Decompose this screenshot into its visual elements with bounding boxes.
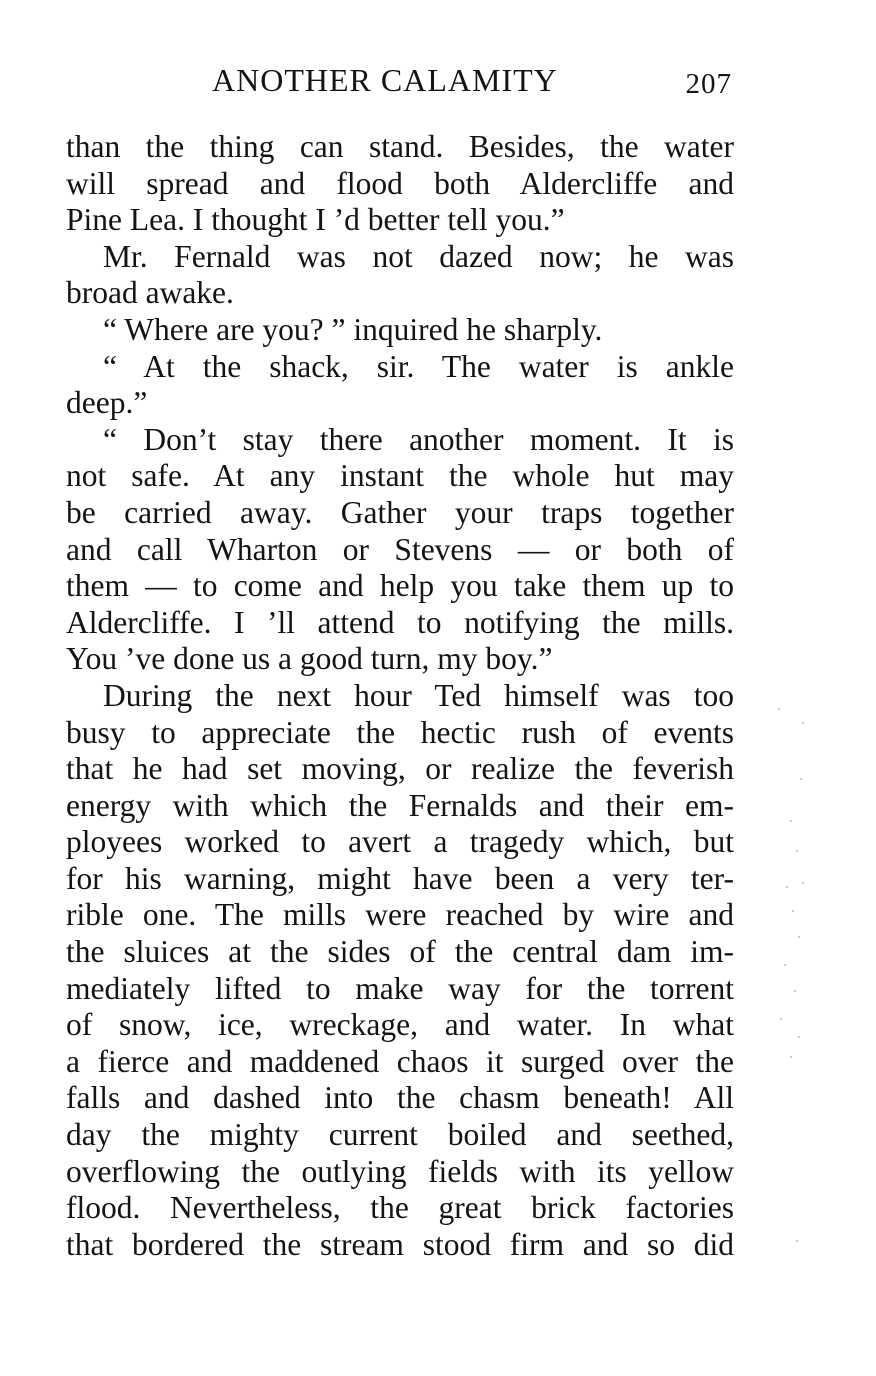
scan-speck xyxy=(794,990,796,992)
text-line: You ’ve done us a good turn, my boy.” xyxy=(66,641,553,677)
scan-speck xyxy=(796,1240,798,1242)
text-line: Aldercliffe. I ’ll attend to notifying the mills. xyxy=(66,604,734,640)
text-line: them — to come and help you take them up to xyxy=(66,568,734,604)
scan-speck xyxy=(798,936,800,938)
running-title: ANOTHER CALAMITY xyxy=(212,62,558,98)
scan-speck xyxy=(784,964,786,966)
text-line: that he had set moving, or realize the feverish xyxy=(66,751,734,787)
text-line: and call Wharton or Stevens — or both of xyxy=(66,531,734,567)
text-line: Mr. Fernald was not dazed now; he was xyxy=(103,238,734,274)
text-line: ployees worked to avert a tragedy which, but xyxy=(66,824,734,860)
scan-noise xyxy=(772,700,812,1260)
text-line: that bordered the stream stood firm and so did xyxy=(66,1226,734,1262)
scan-speck xyxy=(802,722,804,724)
scan-speck xyxy=(792,910,794,912)
running-head xyxy=(66,56,734,104)
text-line: “ Don’t stay there another moment. It is xyxy=(103,421,734,457)
scan-speck xyxy=(798,1036,800,1038)
text-line: “ At the shack, sir. The water is ankle xyxy=(103,348,734,384)
text-line: than the thing can stand. Besides, the water xyxy=(66,129,734,164)
text-line: rible one. The mills were reached by wire and xyxy=(66,897,734,933)
text-line: not safe. At any instant the whole hut may xyxy=(66,458,734,494)
text-line: falls and dashed into the chasm beneath! All xyxy=(66,1080,734,1116)
text-line: a fierce and maddened chaos it surged over the xyxy=(66,1043,734,1079)
body-text xyxy=(66,129,734,1263)
text-line: energy with which the Fernalds and their em- xyxy=(66,787,734,823)
text-line: mediately lifted to make way for the torrent xyxy=(66,970,734,1006)
text-line: for his warning, might have been a very ter- xyxy=(66,860,734,896)
text-line: broad awake. xyxy=(66,275,234,311)
scan-speck xyxy=(778,708,780,710)
scan-speck xyxy=(802,882,804,884)
text-line: day the mighty current boiled and seethed, xyxy=(66,1117,734,1153)
page-number: 207 xyxy=(685,68,732,100)
book-page xyxy=(66,56,734,1263)
text-line: “ Where are you? ” inquired he sharply. xyxy=(103,311,603,347)
scan-speck xyxy=(790,1056,792,1058)
text-line: be carried away. Gather your traps together xyxy=(66,494,734,530)
text-line: During the next hour Ted himself was too xyxy=(103,677,734,713)
scan-speck xyxy=(790,820,792,822)
text-line: deep.” xyxy=(66,385,148,421)
text-line: will spread and flood both Aldercliffe and xyxy=(66,165,734,201)
scan-speck xyxy=(780,1018,782,1020)
text-line: busy to appreciate the hectic rush of events xyxy=(66,714,734,750)
text-line: the sluices at the sides of the central dam im- xyxy=(66,934,734,970)
text-line: overflowing the outlying fields with its yellow xyxy=(66,1153,734,1189)
scan-speck xyxy=(796,850,798,852)
text-line: Pine Lea. I thought I ’d better tell you.” xyxy=(66,202,565,238)
text-line: of snow, ice, wreckage, and water. In what xyxy=(66,1007,734,1043)
scan-speck xyxy=(786,886,788,888)
scan-speck xyxy=(800,778,802,780)
text-line: flood. Nevertheless, the great brick factories xyxy=(66,1190,734,1226)
